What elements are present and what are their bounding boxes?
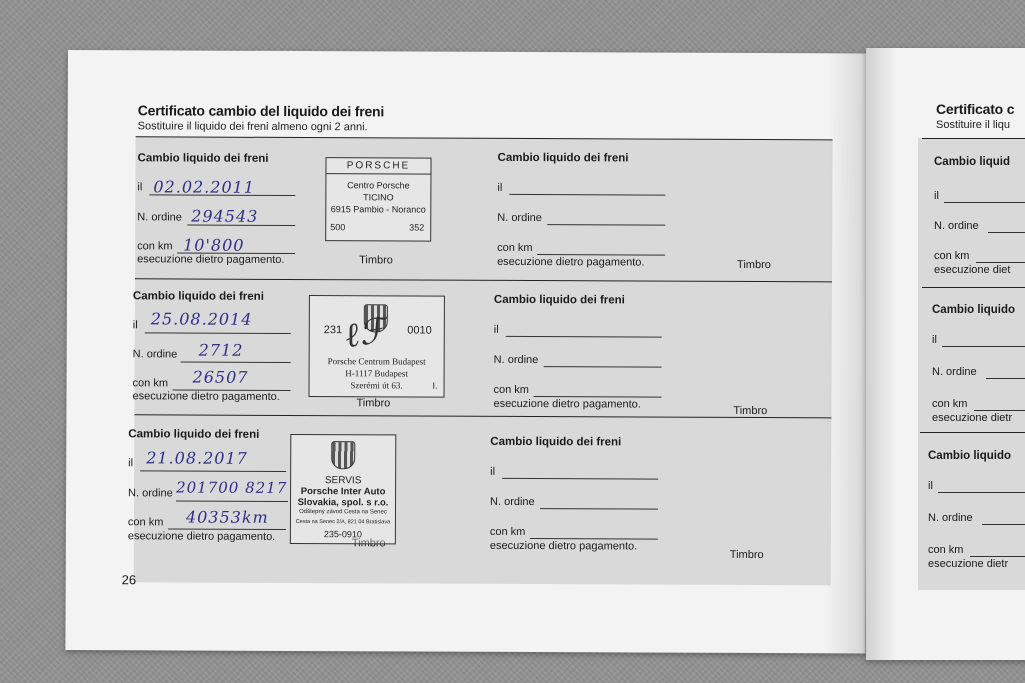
entry-title: Cambio liquid — [934, 156, 1011, 168]
payment-note: esecuzione dietro pagamento. — [493, 397, 641, 411]
stamp-line: Centro Porsche — [347, 180, 410, 191]
date-label: il — [137, 181, 143, 194]
page-title: Certificato cambio del liquido dei freni — [137, 102, 385, 120]
dealer-stamp — [325, 157, 431, 241]
stamp-label: Timbro — [356, 397, 391, 410]
km-handwritten: 40353km — [185, 507, 269, 527]
km-label: con km — [928, 544, 964, 556]
km-label: con km — [489, 525, 526, 539]
date-line — [942, 346, 1025, 347]
payment-note: esecuzione dietro pagamento. — [132, 390, 280, 403]
stamp-number: 500 — [330, 222, 346, 233]
order-line — [982, 524, 1025, 525]
order-label: N. ordine — [932, 366, 977, 378]
km-handwritten: 10'800 — [183, 235, 245, 255]
payment-note: esecuzione dietro pagamento. — [497, 255, 645, 269]
date-handwritten: 21.08.2017 — [146, 448, 248, 468]
date-label: il — [128, 457, 134, 470]
stamp-number: 231 — [323, 324, 343, 337]
payment-note: esecuzione dietro pagamento. — [127, 530, 276, 543]
stamp-number: 0010 — [407, 324, 432, 337]
stamp-label: Timbro — [359, 254, 393, 267]
entry-title: Cambio liquido dei freni — [497, 151, 629, 165]
page-title: Certificato c — [936, 101, 1015, 117]
order-label: N. ordine — [132, 348, 178, 361]
brake-fluid-entry-blank — [934, 154, 1025, 284]
order-label: N. ordine — [128, 487, 173, 500]
date-line — [938, 492, 1025, 493]
payment-note: esecuzione dietr — [932, 412, 1013, 424]
order-handwritten: 201700 8217 — [176, 478, 288, 497]
order-line — [540, 508, 658, 510]
stamp-line: Porsche Inter Auto — [300, 486, 386, 498]
signature: ℓℱ — [341, 310, 389, 357]
date-label: il — [932, 334, 937, 346]
page-subtitle: Sostituire il liquido dei freni almeno ogni 2 anni. — [137, 120, 368, 134]
brake-fluid-entry-blank — [932, 302, 1025, 432]
row-divider — [920, 432, 1025, 433]
entry-title: Cambio liquido dei freni — [128, 428, 260, 441]
date-label: il — [934, 190, 939, 202]
top-rule — [922, 138, 1025, 139]
date-line — [140, 470, 286, 472]
stamp-line: I. — [432, 380, 438, 391]
entry-title: Cambio liquido — [932, 304, 1016, 316]
stamp-line: Cesta na Senec 2/A, 821 04 Bratislava — [295, 518, 391, 526]
page-number: 26 — [121, 572, 137, 588]
stamp-line: TICINO — [363, 192, 394, 203]
stamp-line: SERVIS — [324, 475, 362, 487]
km-label: con km — [132, 377, 169, 390]
stamp-label: Timbro — [733, 404, 768, 418]
stamp-label: Timbro — [737, 258, 771, 272]
stamp-line: H-1117 Budapest — [345, 368, 408, 379]
entry-title: Cambio liquido — [928, 450, 1012, 462]
date-line — [145, 332, 291, 334]
stamp-line: Odštepný závod Cesta na Senec — [299, 509, 387, 516]
stamp-label: Timbro — [351, 537, 386, 550]
order-label: N. ordine — [928, 512, 973, 524]
page-subtitle: Sostituire il liqu — [936, 119, 1010, 131]
order-line — [544, 366, 662, 368]
brake-fluid-entry-blank — [493, 292, 814, 418]
order-line — [988, 232, 1025, 233]
stamp-label: Timbro — [729, 548, 764, 562]
km-label: con km — [493, 383, 530, 397]
entry-title: Cambio liquido dei freni — [490, 435, 622, 449]
brake-fluid-entry-blank — [489, 434, 811, 562]
stamp-line: 6915 Pambio - Noranco — [330, 204, 426, 215]
stamp-number: 352 — [409, 222, 425, 233]
date-label: il — [497, 181, 503, 194]
date-line — [944, 202, 1025, 203]
km-label: con km — [932, 398, 968, 410]
km-handwritten: 26507 — [192, 367, 249, 387]
order-label: N. ordine — [490, 495, 535, 509]
brake-fluid-entry-blank — [928, 448, 1025, 578]
entry-title: Cambio liquido dei freni — [137, 152, 269, 165]
km-line — [974, 410, 1025, 411]
order-handwritten: 2712 — [198, 340, 244, 360]
order-line — [547, 224, 665, 226]
entry-title: Cambio liquido dei freni — [493, 293, 625, 307]
payment-note: esecuzione dietro pagamento. — [137, 253, 285, 266]
km-line — [970, 556, 1025, 557]
date-line — [502, 478, 658, 480]
payment-note: esecuzione dietro pagamento. — [489, 539, 638, 553]
order-line — [176, 500, 288, 501]
km-label: con km — [127, 516, 164, 529]
left-page — [65, 50, 868, 653]
right-page — [866, 48, 1025, 660]
date-label: il — [490, 465, 496, 478]
km-line — [976, 262, 1025, 263]
date-handwritten: 25.08.2014 — [150, 309, 253, 329]
payment-note: esecuzione dietr — [928, 558, 1009, 570]
order-label: N. ordine — [497, 211, 542, 225]
brake-fluid-entry — [127, 426, 449, 550]
km-label: con km — [497, 241, 533, 255]
order-label: N. ordine — [137, 211, 182, 224]
entry-title: Cambio liquido dei freni — [132, 290, 264, 303]
date-label: il — [928, 480, 933, 492]
date-line — [509, 194, 665, 196]
date-handwritten: 02.02.2011 — [153, 177, 256, 197]
order-handwritten: 294543 — [191, 206, 259, 226]
order-label: N. ordine — [493, 353, 539, 367]
stamp-brand: PORSCHE — [326, 160, 430, 174]
stamp-line: Porsche Centrum Budapest — [327, 356, 426, 367]
date-label: il — [493, 323, 499, 336]
km-label: con km — [934, 250, 970, 262]
km-label: con km — [137, 240, 173, 253]
porsche-crest-icon — [331, 441, 355, 469]
date-line — [506, 336, 662, 338]
dealer-stamp — [290, 434, 396, 544]
stamp-line: 235-0910 — [323, 529, 362, 540]
brake-fluid-entry-blank — [497, 150, 818, 271]
date-label: il — [132, 319, 138, 332]
payment-note: esecuzione diet — [934, 264, 1011, 276]
order-label: N. ordine — [934, 220, 979, 232]
stamp-line: Szerémi út 63. — [350, 380, 403, 391]
stamp-line: Slovakia, spol. s r.o. — [297, 497, 389, 509]
row-divider — [922, 287, 1025, 288]
order-line — [181, 361, 291, 362]
order-line — [986, 378, 1025, 379]
